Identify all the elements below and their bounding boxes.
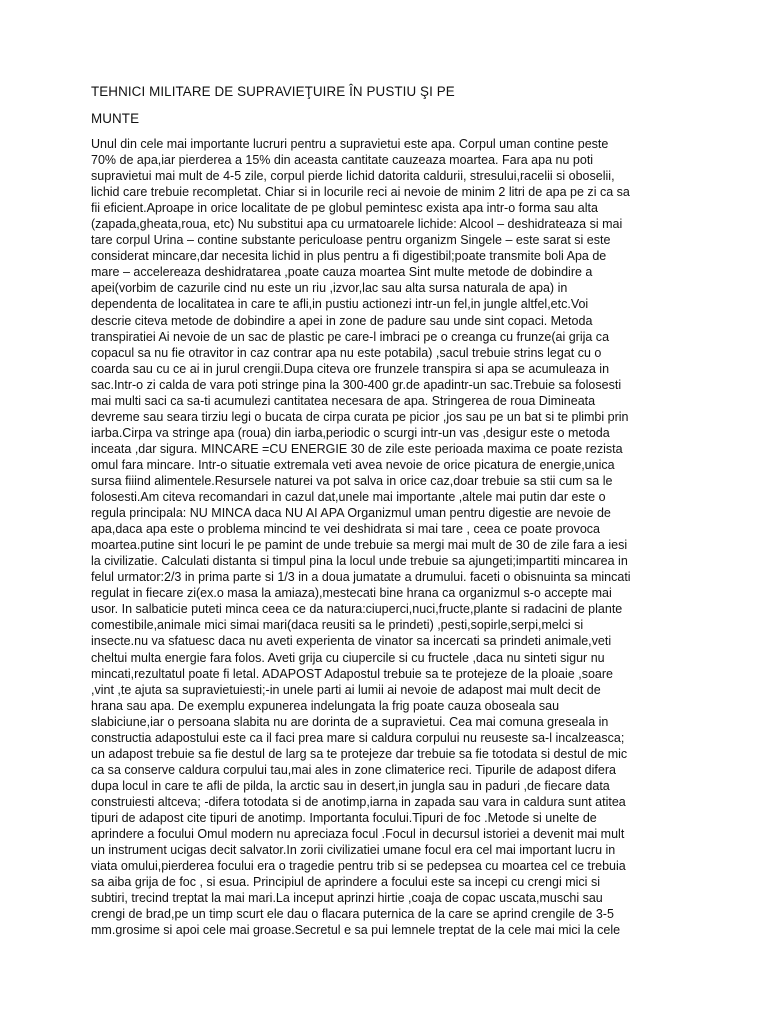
- body-text-line: comestibile,animale mici simai mari(daca reusiti sa le prindeti) ,pesti,sopirle,serpi,melci si: [91, 618, 584, 633]
- body-text-line: viata omului,pierderea focului era o tragedie pentru trib si se pedepsea cu moartea cel ce trebuia: [91, 859, 626, 874]
- body-text-line: subtiri, trecind treptat la mai mari.La inceput aprinzi hirtie ,coaja de copac uscata,muschi sau: [91, 891, 603, 906]
- body-text-line: fii eficient.Aproape in orice localitate de pe globul pemintesc exista apa intr-o forma sau alta: [91, 201, 598, 216]
- body-text-line: hrana sau apa. De exemplu expunerea indelungata la frig poate cauza oboseala sau: [91, 698, 560, 713]
- body-text-line: sursa fiiind alimentele.Resursele naturei va pot salva in orice caz,doar trebuie sa stii cum sa le: [91, 473, 613, 488]
- body-text-line: insecte.nu va sfatuesc daca nu aveti experienta de vinator sa incercati sa prindeti animale,veti: [91, 634, 612, 649]
- body-text-line: un adapost trebuie sa fie destul de larg sa te protejeze dar trebuie sa fie totodata si destul de mic: [91, 746, 628, 761]
- body-text-line: dependenta de localitatea in care te afli,in pustiu actionezi intr-un fel,in jungle altfel,etc.Voi: [91, 297, 589, 312]
- body-text-line: mare – accelereaza deshidratarea ,poate cauza moartea Sint multe metode de dobindire a: [91, 265, 593, 280]
- body-text-line: inceata ,dar sigura. MINCARE =CU ENERGIE 30 de zile este perioada maxima ce poate rezista: [91, 441, 623, 456]
- document-title-line-2: MUNTE: [91, 111, 140, 126]
- body-text-line: lichid care trebuie recompletat. Chiar si in locurile reci ai nevoie de minim 2 litri de apa pe zi ca sa: [91, 185, 630, 200]
- body-text-line: cheltui multa energie fara folos. Aveti grija cu ciupercile si cu fructele ,daca nu sinteti sigur nu: [91, 650, 605, 665]
- document-body-text: [91, 136, 691, 938]
- body-text-line: folosesti.Am citeva recomandari in cazul dat,unele mai importante ,altele mai putin dar este o: [91, 490, 606, 505]
- body-text-line: ca sa conserve caldura corpului tau,mai ales in zone climaterice reci. Tipurile de adapost difera: [91, 762, 616, 777]
- body-text-line: dupa locul in care te afli de pilda, la arctic sau in desert,in jungla sau in paduri ,de fiecare data: [91, 778, 610, 793]
- body-text-line: descrie citeva metode de dobindire a apei in zone de padure sau unde sint copaci. Metoda: [91, 313, 593, 328]
- body-text-line: transpiratiei Ai nevoie de un sac de plastic pe care-l imbraci pe o creanga cu frunze(ai grija ca: [91, 329, 610, 344]
- body-text-line: regula principala: NU MINCA daca NU AI APA Organizmul uman pentru digestie are nevoie de: [91, 506, 611, 521]
- body-text-line: sa aiba grija de foc , si esua. Principiul de aprindere a focului este sa incepi cu crengi mici si: [91, 875, 600, 890]
- body-text-line: moartea.putine sint locuri le pe pamint de unde trebuie sa mergi mai mult de 30 de zile fara a iesi: [91, 538, 628, 553]
- body-text-line: ,vint ,te ajuta sa supravietuiesti;-in unele parti ai lumii ai nevoie de adapost mai mult decit de: [91, 682, 601, 697]
- body-text-line: la civilizatie. Calculati distanta si timpul pina la locul unde trebuie sa ajungeti;impartiti mincarea in: [91, 554, 628, 569]
- body-text-line: constructia adapostului este ca il faci prea mare si caldura corpului nu reuseste sa-l incalzeasca;: [91, 730, 625, 745]
- body-text-line: felul urmator:2/3 in prima parte si 1/3 in a doua jumatate a drumului. faceti o obisnuinta sa mincati: [91, 570, 631, 585]
- body-text-line: coarda sau cu ce ai in jurul crengii.Dupa citeva ore frunzele transpira si apa se acumuleaza in: [91, 361, 610, 376]
- body-text-line: apa,daca apa este o problema mincind te vei deshidrata si mai tare , ceea ce poate provoca: [91, 522, 601, 537]
- body-text-line: mincati,rezultatul poate fi letal. ADAPOST Adapostul trebuie sa te protejeze de la ploaie ,soare: [91, 666, 613, 681]
- body-text-line: 70% de apa,iar pierderea a 15% din aceasta cantitate cauzeaza moartea. Fara apa nu poti: [91, 153, 594, 168]
- body-text-line: copacul sa nu fie otravitor in caz contrar apa nu este potabila) ,sacul trebuie strins legat cu o: [91, 345, 602, 360]
- body-text-line: usor. In salbaticie puteti minca ceea ce da natura:ciuperci,nuci,fructe,plante si radacini de plante: [91, 602, 623, 617]
- body-text-line: Unul din cele mai importante lucruri pentru a supravietui este apa. Corpul uman contine peste: [91, 137, 609, 151]
- body-text-line: apei(vorbim de cazurile cind nu este un riu ,izvor,lac sau alta sursa naturala de apa) in: [91, 281, 568, 296]
- body-text-line: aprindere a focului Omul modern nu apreciaza focul .Focul in decursul istoriei a devenit mai mult: [91, 827, 625, 842]
- body-text-line: mai multi saci ca sa-ti acumulezi cantitatea necesara de apa. Stringerea de roua Dimineata: [91, 393, 596, 408]
- body-text-line: un instrument ucigas decit salvator.In zorii civilizatiei umane focul era cel mai important lucru in: [91, 843, 616, 858]
- body-text-line: sac.Intr-o zi calda de vara poti stringe pina la 300-400 gr.de apadintr-un sac.Trebuie sa folosesti: [91, 377, 622, 392]
- body-text-line: tare corpul Urina – contine substante periculoase pentru organizm Singele – este sarat si este: [91, 233, 611, 248]
- body-text-line: regulat in fiecare zi(ex.o masa la amiaza),mestecati bine hrana ca organizmul s-o accepte mai: [91, 586, 612, 601]
- body-text-line: omul fara mincare. Intr-o situatie extremala veti avea nevoie de orice picatura de energie,unica: [91, 457, 615, 472]
- body-text-line: devreme sau seara tirziu legi o bucata de cirpa curata pe picior ,jos sau pe un bat si te plimbi prin: [91, 409, 629, 424]
- body-text-line: tipuri de adapost cite tipuri de anotimp. Importanta focului.Tipuri de foc .Metode si unelte de: [91, 810, 597, 825]
- document-title-line-1: TEHNICI MILITARE DE SUPRAVIEŢUIRE ÎN PUSTIU ŞI PE: [91, 84, 455, 99]
- body-text-line: mm.grosime si apoi cele mai groase.Secretul e sa pui lemnele treptat de la cele mai mici la cele: [91, 923, 621, 938]
- body-text-line: construiesti altceva; -difera totodata si de anotimp,iarna in zapada sau vara in caldura sunt atitea: [91, 794, 626, 809]
- body-text-line: crengi de brad,pe un timp scurt ele dau o flacara puternica de la care se aprind crengile de 3-5: [91, 907, 614, 922]
- body-text-line: slabiciune,iar o persoana slabita nu are dorinta de a supravietui. Cea mai comuna greseala in: [91, 714, 609, 729]
- body-text-line: supravietui mai mult de 4-5 zile, corpul pierde lichid datorita caldurii, stresului,racelii si oboselii,: [91, 169, 615, 184]
- body-text-line: (zapada,gheata,roua, etc) Nu substitui apa cu urmatoarele lichide: Alcool – deshidrateaza si mai: [91, 217, 623, 232]
- body-text-line: iarba.Cirpa va stringe apa (roua) din iarba,periodic o scurgi intr-un vas ,desigur este o metoda: [91, 425, 610, 440]
- body-text-line: considerat mincare,dar necesita lichid in plus pentru a fi digestibil;poate transmite boli Apa de: [91, 249, 607, 264]
